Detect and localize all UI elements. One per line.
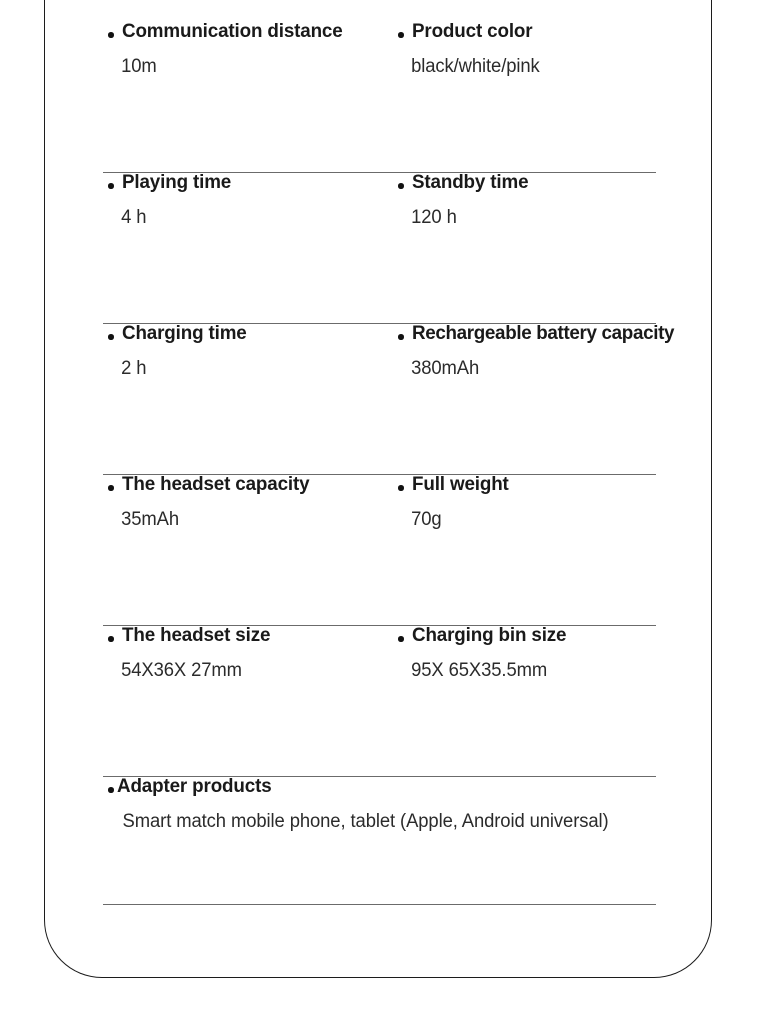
bullet-icon: [398, 32, 404, 38]
bullet-icon: [108, 334, 114, 340]
spec-row: [103, 22, 703, 173]
spec-value: 54X36X 27mm: [121, 659, 242, 681]
spec-item: [398, 626, 703, 682]
spec-term: [108, 173, 398, 193]
bullet-icon: [398, 485, 404, 491]
spec-value: 35mAh: [121, 508, 180, 530]
spec-term: [398, 626, 703, 646]
spec-value: 380mAh: [411, 357, 480, 379]
spec-value: 4 h: [121, 206, 147, 228]
bullet-icon: [108, 485, 114, 491]
spec-term: [108, 324, 398, 344]
spec-item: [398, 22, 703, 78]
spec-label: Product color: [411, 20, 532, 42]
spec-item: [103, 324, 398, 380]
spec-value: 10m: [121, 55, 157, 77]
spec-label: Rechargeable battery capacity: [411, 322, 674, 344]
spec-label: The headset size: [121, 624, 270, 646]
spec-value: 2 h: [121, 357, 147, 379]
spec-label: Full weight: [411, 473, 509, 495]
spec-label: Charging bin size: [411, 624, 566, 646]
spec-row: [103, 324, 703, 475]
spec-item: [103, 777, 703, 833]
spec-item: [103, 475, 398, 531]
spec-term: [398, 22, 703, 42]
bullet-icon: [108, 787, 114, 793]
bullet-icon: [108, 636, 114, 642]
bullet-icon: [398, 183, 404, 189]
spec-label: Communication distance: [121, 20, 343, 42]
spec-item: [398, 475, 703, 531]
spec-row: [103, 475, 703, 626]
spec-item: [103, 22, 398, 78]
spec-item: [398, 173, 703, 229]
spec-item: [103, 626, 398, 682]
spec-label: Playing time: [121, 171, 231, 193]
bullet-icon: [398, 334, 404, 340]
spec-item: [398, 324, 703, 380]
spec-label: The headset capacity: [121, 473, 309, 495]
spec-row: [103, 777, 703, 905]
spec-item: [103, 173, 398, 229]
spec-row: [103, 173, 703, 324]
spec-value: Smart match mobile phone, tablet (Apple, Android universal): [122, 810, 609, 832]
spec-term: [108, 22, 398, 42]
spec-label: Charging time: [121, 322, 247, 344]
bullet-icon: [108, 183, 114, 189]
spec-value: 120 h: [411, 206, 457, 228]
specification-list: [103, 22, 703, 905]
spec-value: 95X 65X35.5mm: [411, 659, 548, 681]
spec-value: black/white/pink: [411, 55, 540, 77]
spec-term: [108, 626, 398, 646]
spec-value: 70g: [411, 508, 442, 530]
spec-term: [108, 475, 398, 495]
spec-term: [108, 777, 703, 797]
bullet-icon: [398, 636, 404, 642]
spec-term: [398, 173, 703, 193]
spec-row: [103, 626, 703, 777]
spec-term: [398, 324, 703, 344]
spec-term: [398, 475, 703, 495]
spec-label: Standby time: [411, 171, 528, 193]
bullet-icon: [108, 32, 114, 38]
row-divider: [103, 904, 656, 905]
spec-label: Adapter products: [116, 775, 272, 797]
